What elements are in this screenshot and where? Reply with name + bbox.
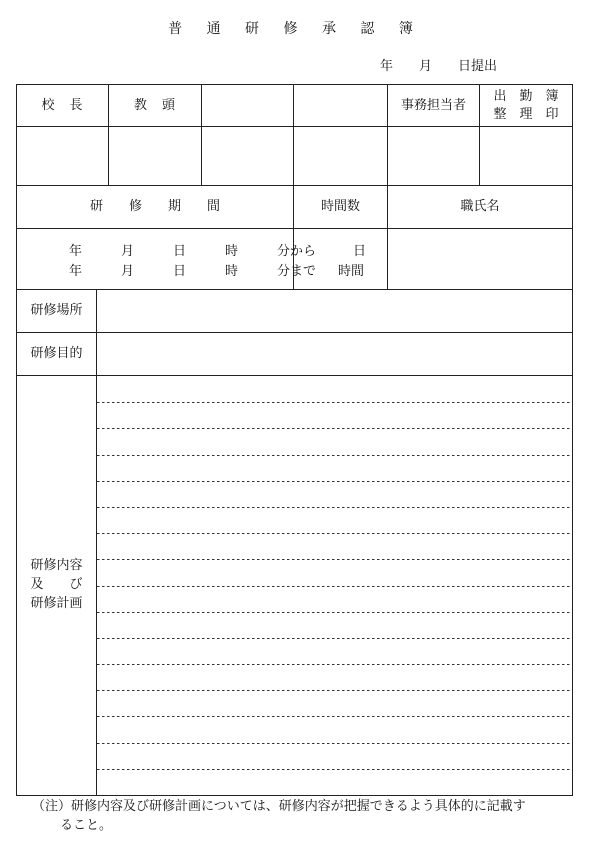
hours-unit: 時間 [338,264,365,279]
purpose-field[interactable] [97,333,572,375]
content-plan-label [17,376,96,795]
purpose-label: 研修目的 [30,346,83,362]
seal-box-3[interactable] [202,127,293,185]
content-label-line1: 研修内容 [30,558,83,574]
attendance-seal-box[interactable] [480,127,572,185]
attendance-line1: 出 勤 簿 [493,88,559,104]
name-title-label: 職氏名 [460,199,500,215]
place-label: 研修場所 [30,303,83,319]
period-to-line: 年 月 日 時 分まで [69,264,317,279]
vice-principal-label: 教 頭 [133,97,176,113]
attendance-seal-label [480,85,572,126]
clerk-label: 事務担当者 [400,97,466,113]
footnote-line2: ること。 [60,817,113,833]
submission-date: 年 月 日提出 [380,59,498,74]
period-from-line: 年 月 日 時 分から [69,244,317,259]
content-label-line2: 及 び [30,577,83,593]
hours-label: 時間数 [320,199,360,215]
period-value-field[interactable] [17,229,317,289]
place-field[interactable] [97,290,572,332]
footnote [32,798,587,836]
seal-box-4[interactable] [294,127,387,185]
clerk-seal-box[interactable] [388,127,479,185]
days-unit: 日 [353,244,367,259]
footnote-line1: （注）研修内容及び研修計画については、研修内容が把握できるよう具体的に記載す [32,799,526,814]
principal-label: 校 長 [41,97,84,113]
attendance-line2: 整 理 印 [493,106,559,122]
content-plan-field[interactable] [97,376,572,795]
principal-seal-box[interactable] [17,127,108,185]
name-value-field[interactable] [388,229,572,289]
vice-principal-seal-box[interactable] [109,127,201,185]
form-title: 普 通 研 修 承 認 簿 [168,21,423,37]
training-period-label: 研 修 期 間 [89,199,220,215]
hours-value-field[interactable] [294,229,387,289]
content-label-line3: 研修計画 [30,595,83,611]
